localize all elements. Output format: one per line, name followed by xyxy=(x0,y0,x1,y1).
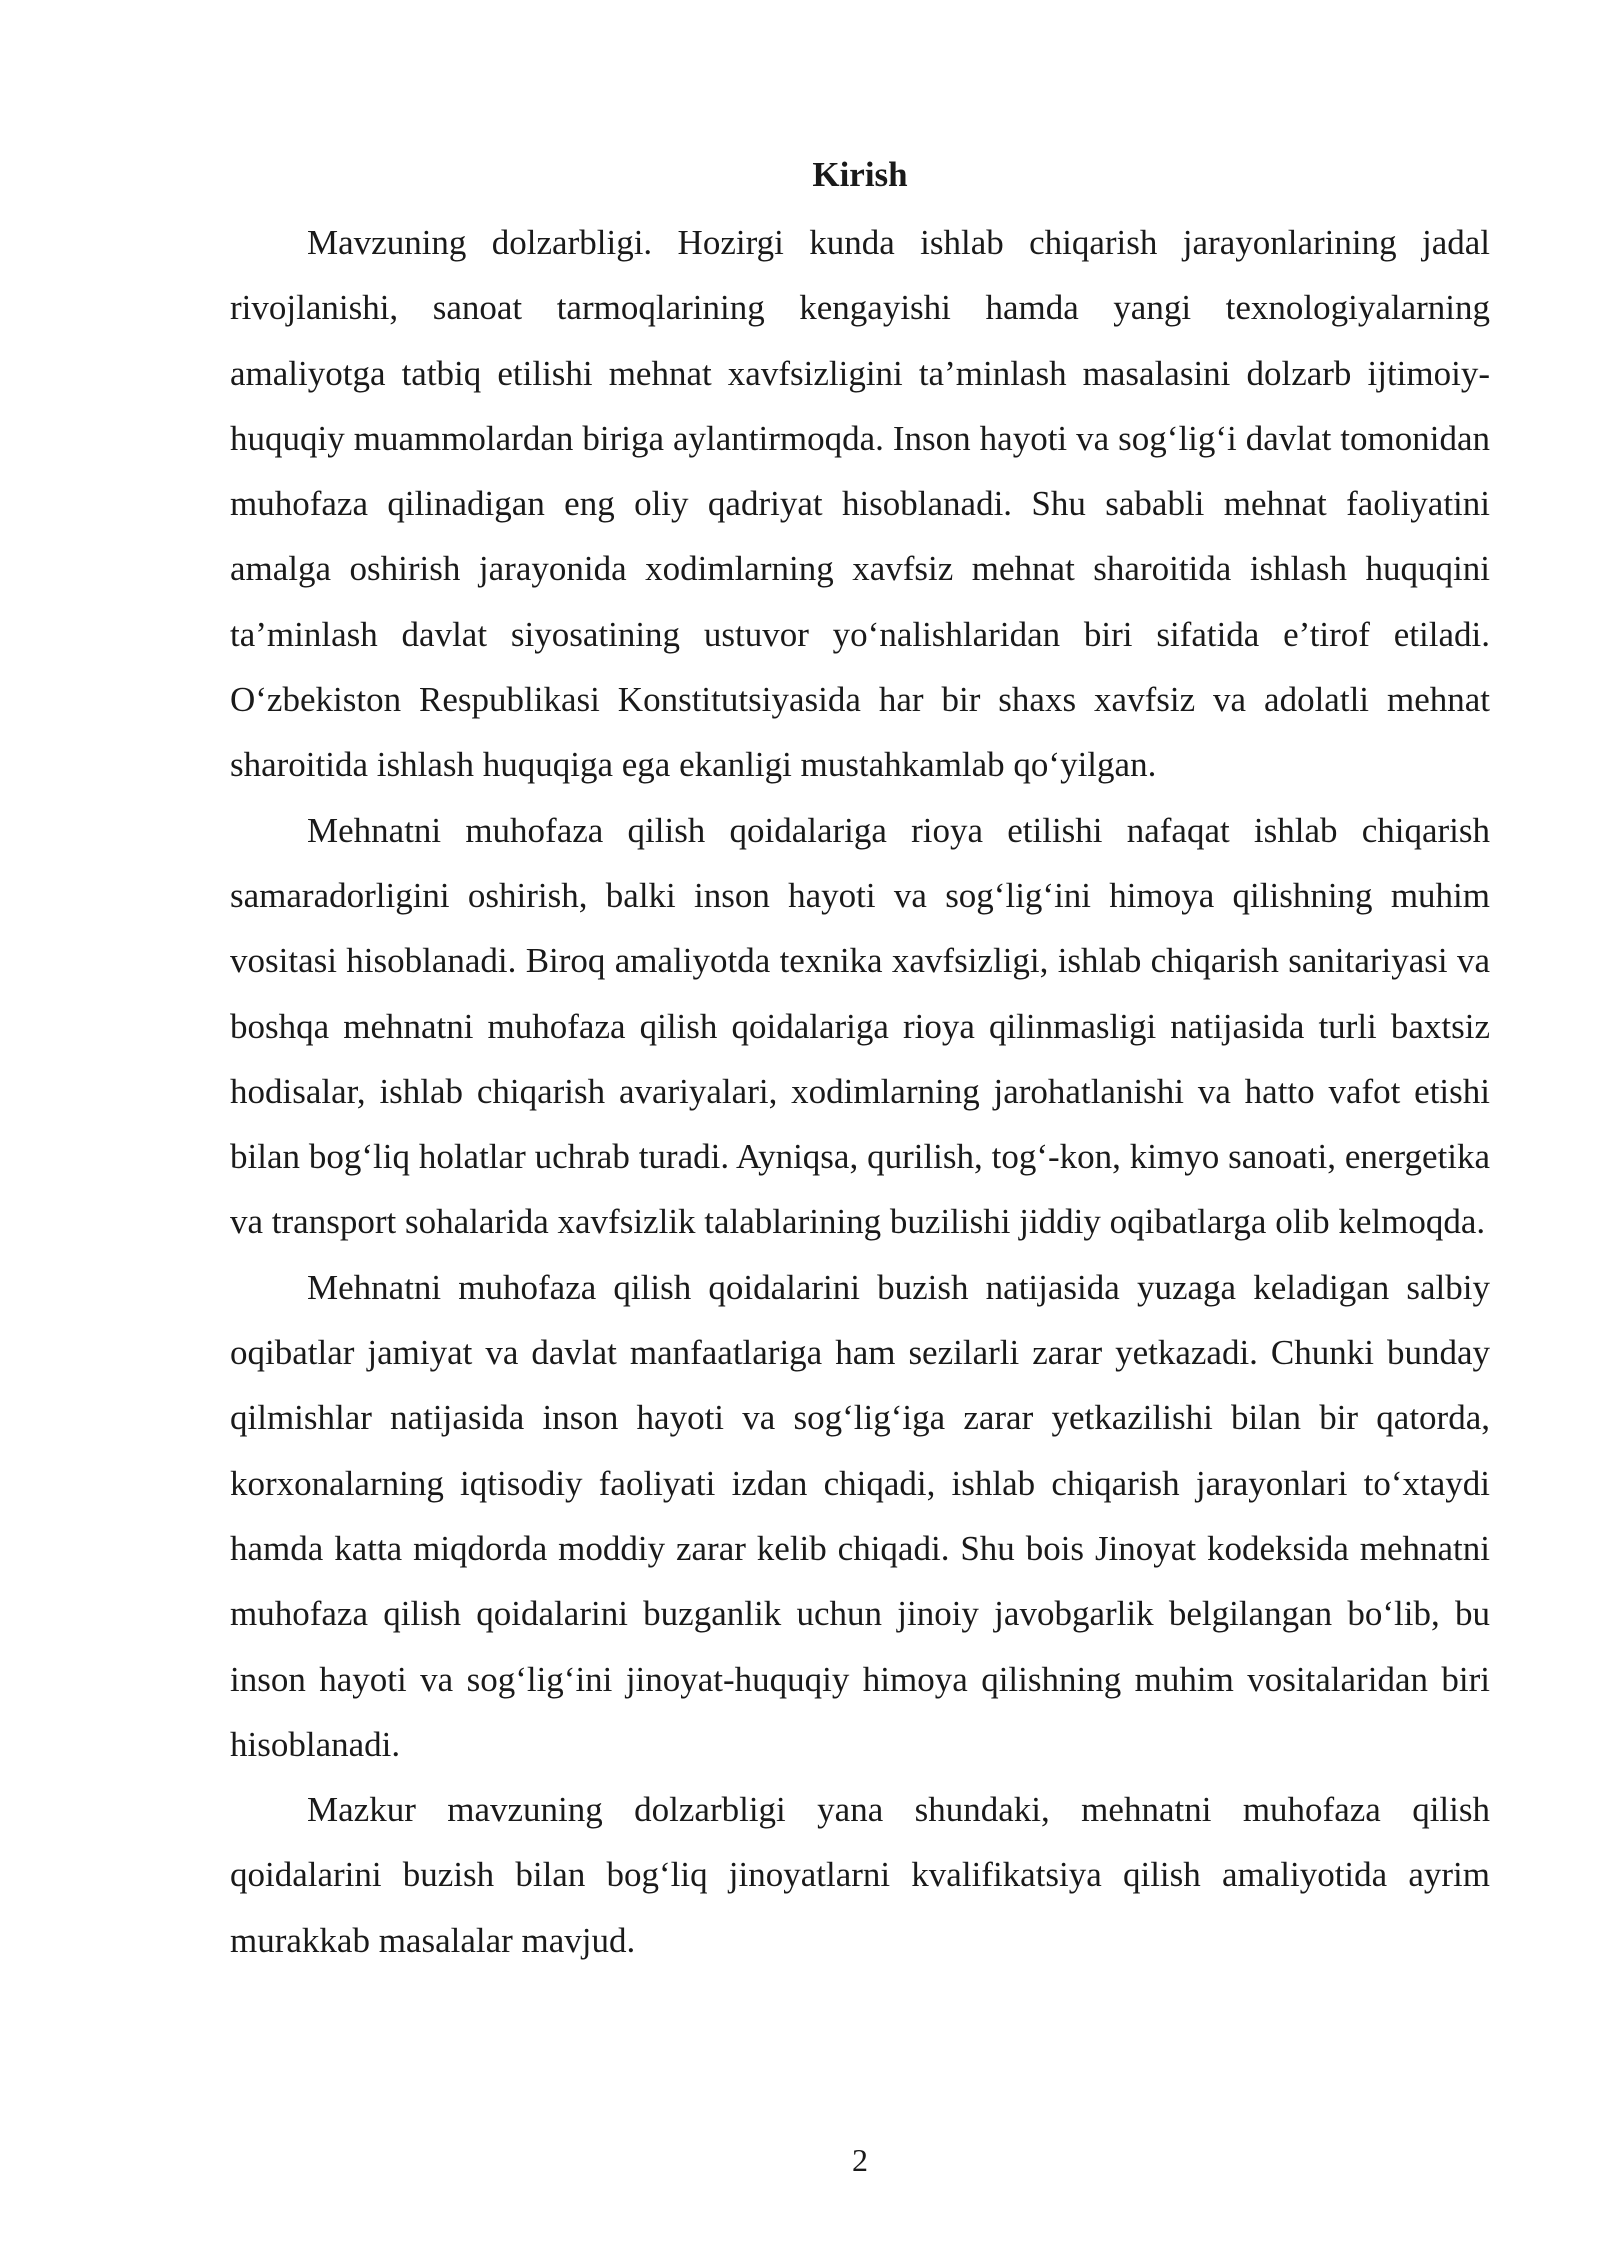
paragraph-4: Mazkur mavzuning dolzarbligi yana shundaki, mehnatni muhofaza qilish qoidalarini buzish bilan bog‘liq jinoyatlarni kvalifikatsiya qilish amaliyotida ayrim murakkab masalalar mavjud. xyxy=(230,1790,1490,1960)
body-text xyxy=(230,210,1490,1973)
paragraph-1: Mavzuning dolzarbligi. Hozirgi kunda ishlab chiqarish jarayonlarining jadal rivojlanishi, sanoat tarmoqlarining kengayishi hamda yangi texnologiyalarning amaliyotga tatbiq etilishi mehnat xavfsizligini ta’minlash masalasini dolzarb ijtimoiy-huquqiy muammolardan biriga aylantirmoqda. Inson hayoti va sog‘lig‘i davlat tomonidan muhofaza qilinadigan eng oliy qadriyat hisoblanadi. Shu sababli mehnat faoliyatini amalga oshirish jarayonida xodimlarning xavfsiz mehnat sharoitida ishlash huquqini ta’minlash davlat siyosatining ustuvor yo‘nalishlaridan biri sifatida e’tirof etiladi. O‘zbekiston Respublikasi Konstitutsiyasida har bir shaxs xavfsiz va adolatli mehnat sharoitida ishlash huquqiga ega ekanligi mustahkamlab qo‘yilgan. xyxy=(230,223,1490,785)
page-title: Kirish xyxy=(812,155,908,194)
page-number: 2 xyxy=(852,2142,868,2178)
paragraph-3: Mehnatni muhofaza qilish qoidalarini buzish natijasida yuzaga keladigan salbiy oqibatlar jamiyat va davlat manfaatlariga ham sezilarli zarar yetkazadi. Chunki bunday qilmishlar natijasida inson hayoti va sog‘lig‘iga zarar yetkazilishi bilan bir qatorda, korxonalarning iqtisodiy faoliyati izdan chiqadi, ishlab chiqarish jarayonlari to‘xtaydi hamda katta miqdorda moddiy zarar kelib chiqadi. Shu bois Jinoyat kodeksida mehnatni muhofaza qilish qoidalarini buzganlik uchun jinoiy javobgarlik belgilangan bo‘lib, bu inson hayoti va sog‘lig‘ini jinoyat-huquqiy himoya qilishning muhim vositalaridan biri hisoblanadi. xyxy=(230,1267,1490,1764)
paragraph-2: Mehnatni muhofaza qilish qoidalariga rioya etilishi nafaqat ishlab chiqarish samaradorligini oshirish, balki inson hayoti va sog‘lig‘ini himoya qilishning muhim vositasi hisoblanadi. Biroq amaliyotda texnika xavfsizligi, ishlab chiqarish sanitariyasi va boshqa mehnatni muhofaza qilish qoidalariga rioya qilinmasligi natijasida turli baxtsiz hodisalar, ishlab chiqarish avariyalari, xodimlarning jarohatlanishi va hatto vafot etishi bilan bog‘liq holatlar uchrab turadi. Ayniqsa, qurilish, tog‘-kon, kimyo sanoati, energetika va transport sohalarida xavfsizlik talablarining buzilishi jiddiy oqibatlarga olib kelmoqda. xyxy=(230,810,1490,1242)
